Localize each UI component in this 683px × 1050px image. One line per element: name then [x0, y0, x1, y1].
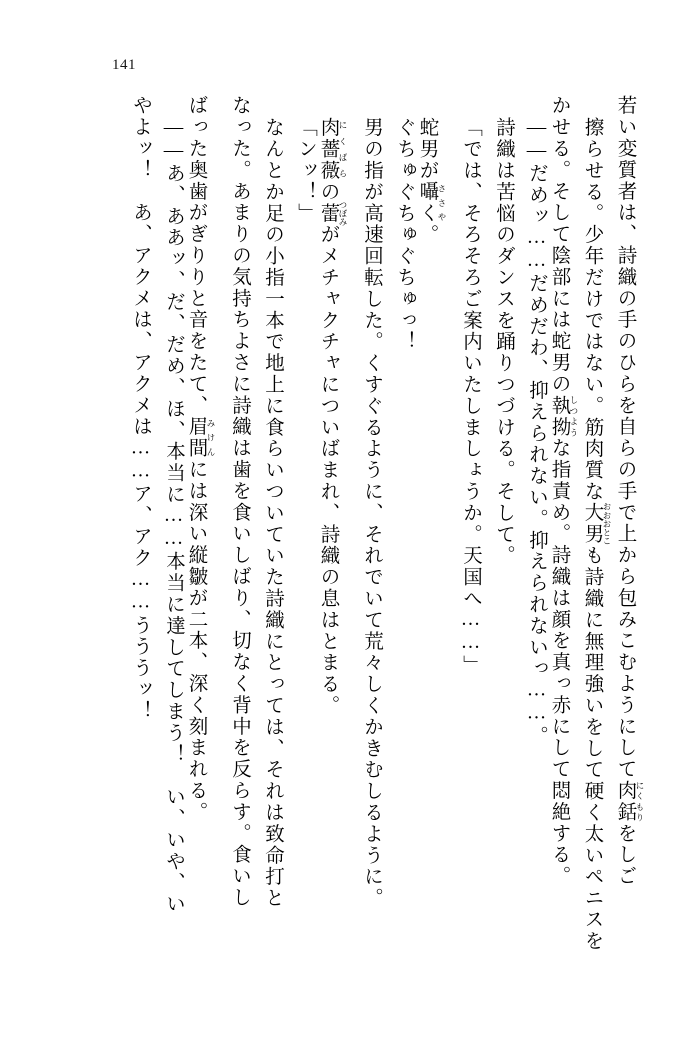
page-number: 141 — [112, 57, 136, 73]
text-column: なんとか足の小指一本で地上に食らいついていた詩織にとっては、それは致命打と — [262, 117, 283, 909]
text-column: 若い変質者は、詩織の手のひらを自らの手で上から包みこむようにして肉銛 にくもりをしご — [614, 95, 645, 887]
text-column: 「では、そろそろご案内いたしましょうか。天国へ……」 — [460, 117, 481, 677]
text-column: ばった奥歯がぎりりと音をたて、眉間 みけんには深い縦皺が二本、深く刻まれる。 — [185, 95, 216, 823]
text-column: やよッ！ あ、アクメは、アクメは……ア、アク……うううッ！ — [130, 95, 151, 722]
text-column: 詩織は苦悩のダンスを踊りつづける。そして。 — [493, 117, 514, 567]
vertical-text-block — [80, 95, 645, 975]
text-column: ぐちゅぐちゅぐちゅっ！ — [394, 117, 415, 353]
text-column: 男の指が高速回転した。くすぐるように、それでいて荒々しくかきむしるように。 — [361, 117, 382, 909]
text-column: ――だめッ……だめだわ、抑えられない。抑えられないっ……。 — [526, 117, 547, 747]
text-column: 肉薔薇 にくばらの蕾 つぼみがメチャクチャについばまれ、詩織の息はとまる。 — [317, 117, 348, 717]
text-column: なった。あまりの気持ちよさに詩織は歯を食いしばり、切なく背中を反らす。食いし — [229, 95, 250, 909]
text-column: 擦らせる。少年だけではない。筋肉質な大男 おおおとこも詩織に無理強いをして硬く太いペニスを — [581, 117, 612, 952]
text-column: かせる。そして陰部には蛇男の執拗 しつような指責め。詩織は顔を真っ赤にして悶絶する。 — [548, 95, 579, 887]
text-column: ――あ、ああッ、だ、だめ、ほ、本当に……本当に達してしまう！ い、いや、い — [163, 117, 184, 915]
text-column: 蛇男が囁く ささや。 — [416, 117, 447, 246]
text-column: 「ンッ！」 — [295, 117, 316, 224]
